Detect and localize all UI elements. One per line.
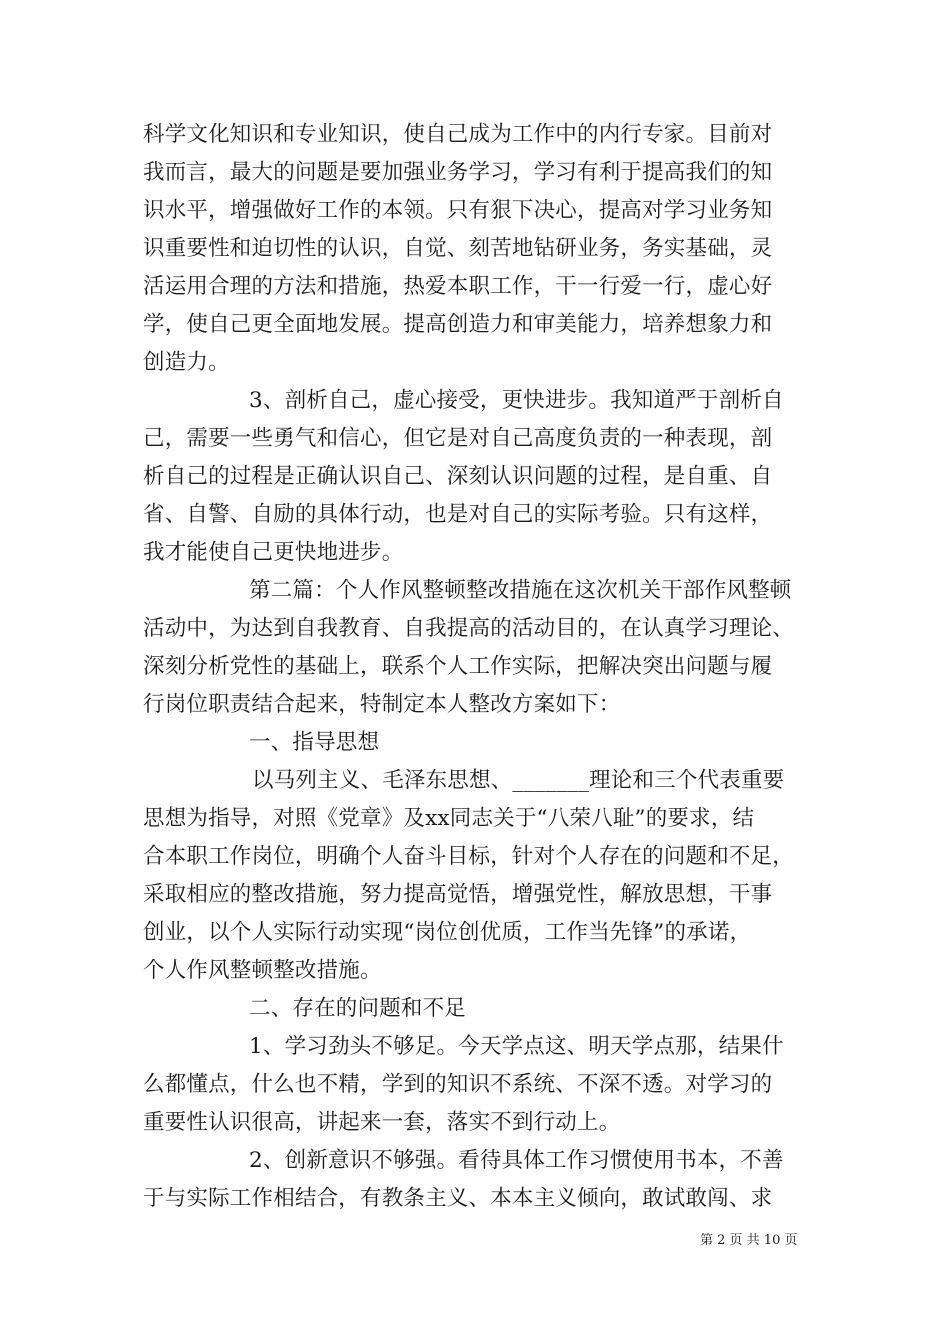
text-line: 省、自警、自励的具体行动，也是对自己的实际考验。只有这样， [143,502,773,527]
text-line: 活运用合理的方法和措施，热爱本职工作，干一行爱一行，虚心好 [143,274,773,299]
paragraph-start: 2、创新意识不够强。看待具体工作习惯使用书本，不善 [249,1148,784,1173]
text-line: 识重要性和迫切性的认识，自觉、刻苦地钻研业务，务实基础，灵 [143,236,773,261]
text-line: 个人作风整顿整改措施。 [143,958,382,983]
paragraph-start: 1、学习劲头不够足。今天学点这、明天学点那，结果什 [249,1034,784,1059]
text-line: 采取相应的整改措施，努力提高觉悟，增强党性，解放思想，干事 [143,882,773,907]
text-line: 我而言，最大的问题是要加强业务学习，学习有利于提高我们的知 [143,160,773,185]
text-line: 己，需要一些勇气和信心，但它是对自己高度负责的一种表现，剖 [143,426,773,451]
text-line: 我才能使自己更快地进步。 [143,540,404,565]
text-line: 学，使自己更全面地发展。提高创造力和审美能力，培养想象力和 [143,312,773,337]
paragraph-start: 3、剖析自己，虚心接受，更快进步。我知道严于剖析自 [249,388,784,413]
text-line: 么都懂点，什么也不精，学到的知识不系统、不深不透。对学习的 [143,1072,773,1097]
text-line: 科学文化知识和专业知识，使自己成为工作中的内行专家。目前对 [143,122,773,147]
paragraph-start: 以马列主义、毛泽东思想、_______理论和三个代表重要 [252,768,785,793]
text-line: 创造力。 [143,350,230,375]
text-line: 识水平，增强做好工作的本领。只有狠下决心，提高对学习业务知 [143,198,773,223]
heading-guiding-thought: 一、指导思想 [249,730,380,755]
text-line: 析自己的过程是正确认识自己、深刻认识问题的过程，是自重、自 [143,464,773,489]
text-line: 合本职工作岗位，明确个人奋斗目标，针对个人存在的问题和不足， [143,844,795,869]
text-line: 思想为指导，对照《党章》及xx同志关于“八荣八耻”的要求，结 [143,806,755,831]
text-line: 活动中，为达到自我教育、自我提高的活动目的，在认真学习理论、 [143,616,795,641]
text-line: 创业，以个人实际行动实现“岗位创优质，工作当先锋”的承诺， [143,920,752,945]
heading-problems: 二、存在的问题和不足 [249,996,467,1021]
text-line: 行岗位职责结合起来，特制定本人整改方案如下： [143,692,621,717]
section-title-part-two: 第二篇：个人作风整顿整改措施在这次机关干部作风整顿 [249,578,792,603]
text-line: 重要性认识很高，讲起来一套，落实不到行动上。 [143,1110,621,1135]
page-number: 第 2 页 共 10 页 [700,1233,798,1248]
text-line: 深刻分析党性的基础上，联系个人工作实际，把解决突出问题与履 [143,654,773,679]
text-line: 于与实际工作相结合，有教条主义、本本主义倾向，敢试敢闯、求 [143,1186,773,1211]
